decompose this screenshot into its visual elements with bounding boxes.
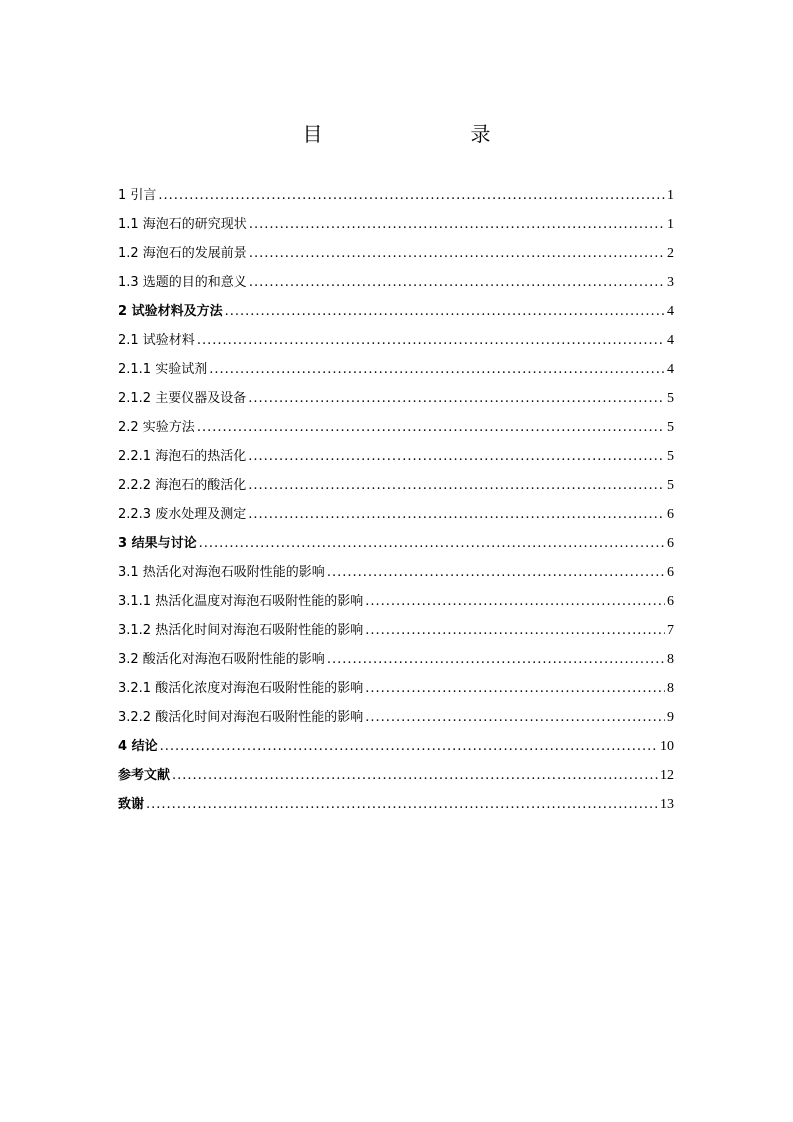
- toc-entry-page: 12: [660, 768, 674, 783]
- toc-entry[interactable]: [118, 442, 674, 471]
- toc-entry-page: 6: [667, 565, 674, 580]
- toc-entry-page: 5: [667, 420, 674, 435]
- toc-entry[interactable]: [118, 558, 674, 587]
- toc-entry-label: 1.3 选题的目的和意义: [118, 275, 247, 290]
- toc-entry[interactable]: [118, 297, 674, 326]
- toc-entry[interactable]: [118, 210, 674, 239]
- toc-entry[interactable]: [118, 326, 674, 355]
- toc-entry-page: 8: [667, 681, 674, 696]
- toc-entry-label: 2.1.1 实验试剂: [118, 362, 208, 377]
- toc-entry-label: 1 引言: [118, 188, 157, 203]
- toc-entry-page: 6: [667, 507, 674, 522]
- toc-entry-label: 3 结果与讨论: [118, 536, 197, 551]
- toc-entry[interactable]: [118, 500, 674, 529]
- toc-leader-dots: [248, 442, 665, 471]
- toc-leader-dots: [197, 326, 665, 355]
- toc-leader-dots: [327, 558, 665, 587]
- toc-leader-dots: [197, 413, 665, 442]
- toc-entry[interactable]: [118, 355, 674, 384]
- toc-leader-dots: [160, 732, 658, 761]
- toc-leader-dots: [365, 616, 665, 645]
- toc-leader-dots: [225, 297, 665, 326]
- toc-entry-label: 1.2 海泡石的发展前景: [118, 246, 247, 261]
- toc-entry[interactable]: [118, 761, 674, 790]
- toc-entry[interactable]: [118, 239, 674, 268]
- toc-entry-label: 3.1 热活化对海泡石吸附性能的影响: [118, 565, 325, 580]
- toc-leader-dots: [248, 500, 665, 529]
- toc-entry[interactable]: [118, 181, 674, 210]
- toc-entry[interactable]: [118, 587, 674, 616]
- toc-entry-page: 1: [667, 217, 674, 232]
- toc-entry[interactable]: [118, 703, 674, 732]
- toc-leader-dots: [248, 471, 665, 500]
- toc-entry-label: 3.2 酸活化对海泡石吸附性能的影响: [118, 652, 325, 667]
- toc-entry-label: 3.1.1 热活化温度对海泡石吸附性能的影响: [118, 594, 364, 609]
- toc-leader-dots: [248, 384, 665, 413]
- toc-entry-label: 3.2.1 酸活化浓度对海泡石吸附性能的影响: [118, 681, 364, 696]
- toc-entry-label: 3.2.2 酸活化时间对海泡石吸附性能的影响: [118, 710, 364, 725]
- toc-entry-page: 6: [667, 594, 674, 609]
- toc-entry-page: 1: [667, 188, 674, 203]
- toc-entry-page: 3: [667, 275, 674, 290]
- toc-entry-label: 4 结论: [118, 739, 158, 754]
- toc-entry[interactable]: [118, 790, 674, 819]
- toc-entry-page: 5: [667, 478, 674, 493]
- toc-entry[interactable]: [118, 384, 674, 413]
- toc-leader-dots: [249, 210, 665, 239]
- toc-entry[interactable]: [118, 413, 674, 442]
- toc-entry-page: 10: [660, 739, 674, 754]
- toc-entry-page: 8: [667, 652, 674, 667]
- toc-entry-label: 致谢: [118, 797, 145, 812]
- toc-entry-label: 3.1.2 热活化时间对海泡石吸附性能的影响: [118, 623, 364, 638]
- toc-title: 目 录: [302, 122, 527, 146]
- toc-entry-label: 2.2.2 海泡石的酸活化: [118, 478, 247, 493]
- toc-entry-label: 2.2.3 废水处理及测定: [118, 507, 247, 522]
- toc-entry[interactable]: [118, 268, 674, 297]
- toc-leader-dots: [249, 239, 665, 268]
- toc-leader-dots: [199, 529, 665, 558]
- toc-entry[interactable]: [118, 616, 674, 645]
- toc-entry[interactable]: [118, 529, 674, 558]
- toc-entry-label: 参考文献: [118, 768, 171, 783]
- toc-entry-page: 4: [667, 333, 674, 348]
- toc-entry-label: 2.1.2 主要仪器及设备: [118, 391, 247, 406]
- toc-entry-label: 1.1 海泡石的研究现状: [118, 217, 247, 232]
- toc-entry[interactable]: [118, 645, 674, 674]
- toc-list: [118, 181, 674, 819]
- toc-entry-page: 4: [667, 362, 674, 377]
- toc-entry-label: 2 试验材料及方法: [118, 304, 223, 319]
- toc-entry-page: 4: [667, 304, 674, 319]
- toc-entry-page: 5: [667, 449, 674, 464]
- toc-entry[interactable]: [118, 471, 674, 500]
- toc-leader-dots: [365, 587, 665, 616]
- toc-leader-dots: [327, 645, 665, 674]
- toc-entry-page: 9: [667, 710, 674, 725]
- toc-leader-dots: [172, 761, 658, 790]
- toc-leader-dots: [158, 181, 665, 210]
- toc-entry-label: 2.1 试验材料: [118, 333, 195, 348]
- toc-leader-dots: [365, 674, 665, 703]
- toc-leader-dots: [146, 790, 658, 819]
- toc-entry[interactable]: [118, 732, 674, 761]
- toc-entry-page: 13: [660, 797, 674, 812]
- toc-leader-dots: [209, 355, 665, 384]
- toc-entry-page: 5: [667, 391, 674, 406]
- toc-entry-label: 2.2 实验方法: [118, 420, 195, 435]
- toc-entry-page: 6: [667, 536, 674, 551]
- toc-entry-page: 2: [667, 246, 674, 261]
- toc-entry-label: 2.2.1 海泡石的热活化: [118, 449, 247, 464]
- toc-entry[interactable]: [118, 674, 674, 703]
- toc-leader-dots: [365, 703, 665, 732]
- toc-leader-dots: [249, 268, 665, 297]
- toc-entry-page: 7: [667, 623, 674, 638]
